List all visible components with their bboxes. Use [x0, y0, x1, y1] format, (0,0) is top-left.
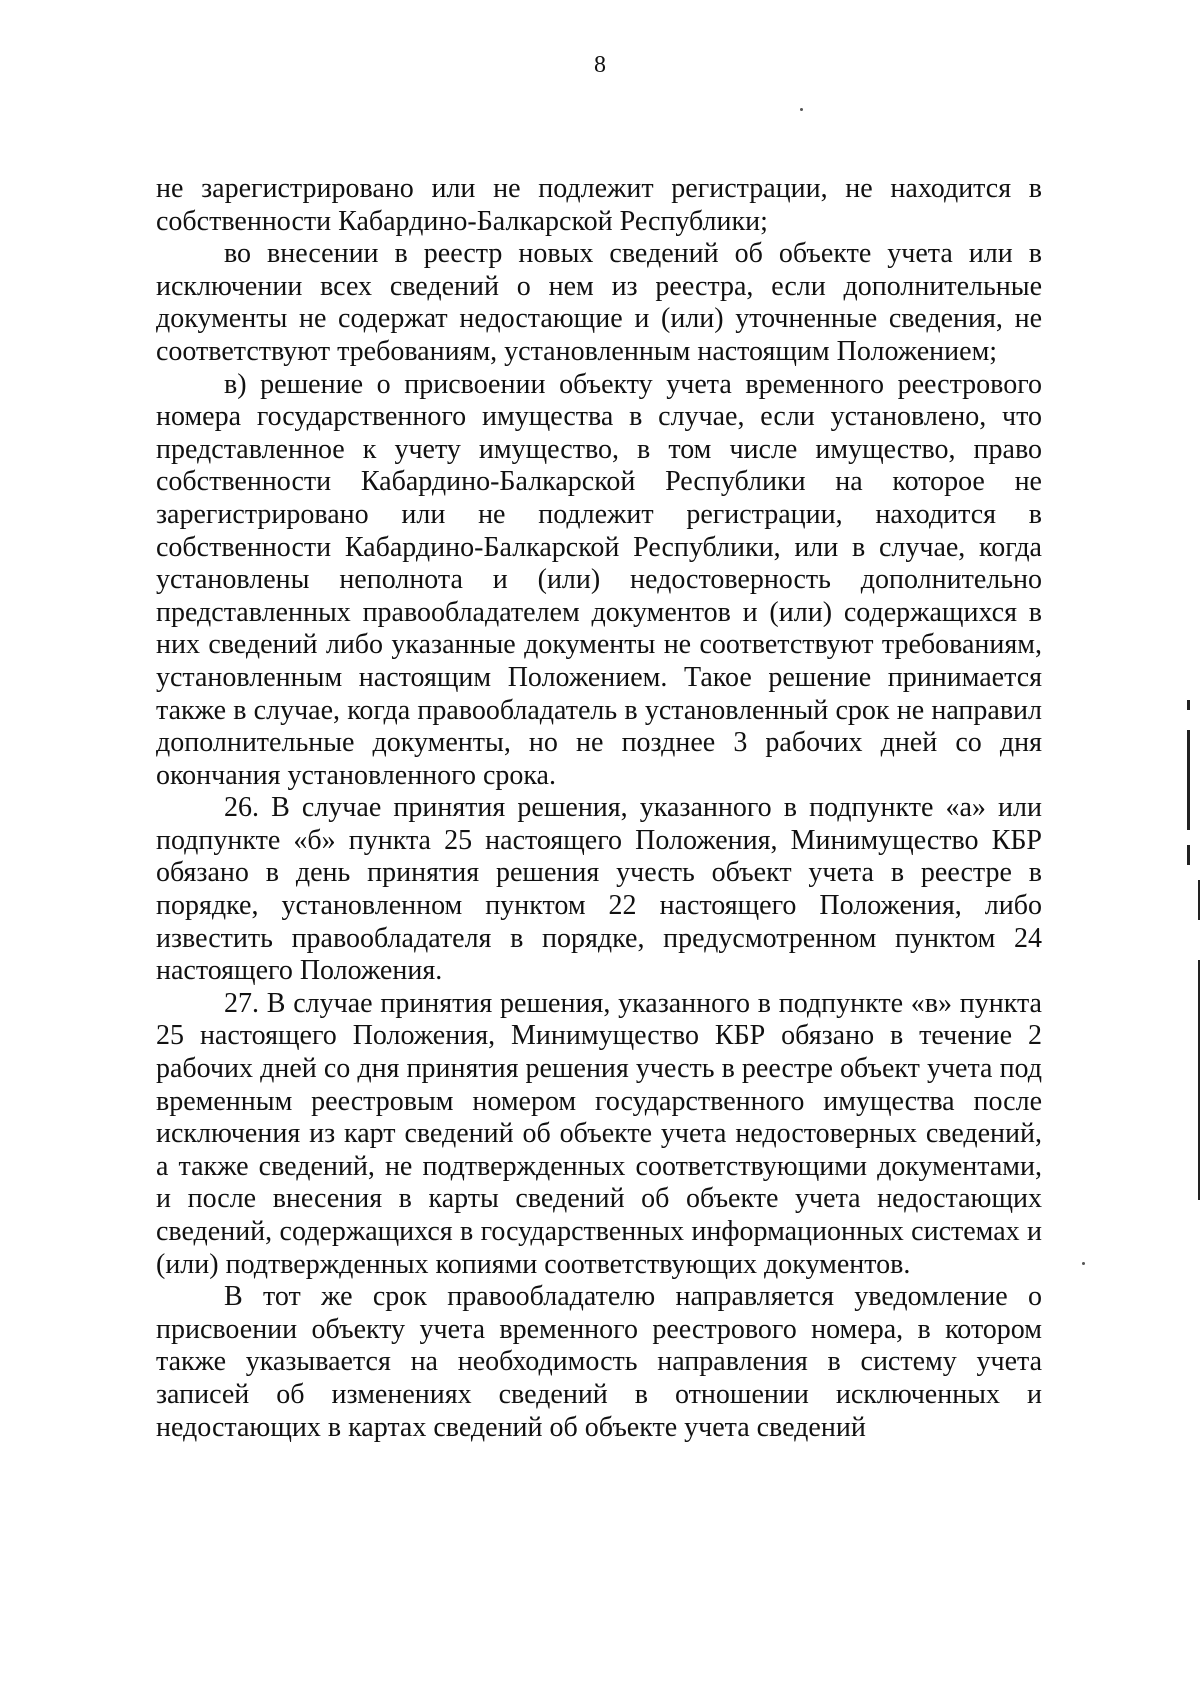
scan-artifact-dot: [800, 108, 803, 111]
paragraph-registry-entry: во внесении в реестр новых сведений об объекте учета или в исключении всех сведений о нем из реестра, если дополнительные документы не содержат недостающие и (или) уточненные сведения, не соответствуют требованиям, установленным настоящим Положением;: [156, 238, 1042, 367]
paragraph-26: 26. В случае принятия решения, указанного в подпункте «а» или подпункте «б» пункта 25 настоящего Положения, Минимущество КБР обязано в день принятия решения учесть объект учета в реестре в порядке, установленном пунктом 22 настоящего Положения, либо известить правообладателя в порядке, предусмотренном пунктом 24 настоящего Положения.: [156, 792, 1042, 987]
document-body: [156, 173, 1042, 1444]
scan-artifact-mark: [1187, 730, 1190, 830]
paragraph-27: 27. В случае принятия решения, указанного в подпункте «в» пункта 25 настоящего Положения, Минимущество КБР обязано в течение 2 рабочих дней со дня принятия решения учесть в реестре объект учета под временным реестровым номером государственного имущества после исключения из карт сведений об объекте учета недостоверных сведений, а также сведений, не подтвержденных соответствующими документами, и после внесения в карты сведений об объекте учета недостающих сведений, содержащихся в государственных информационных системах и (или) подтвержденных копиями соответствующих документов.: [156, 987, 1042, 1280]
scan-artifact-mark: [1187, 700, 1190, 710]
paragraph-notification: В тот же срок правообладателю направляется уведомление о присвоении объекту учета временного реестрового номера, в котором также указывается на необходимость направления в систему учета записей об изменениях сведений в отношении исключенных и недостающих в картах сведений об объекте учета сведений: [156, 1281, 1042, 1443]
page-number: 8: [594, 52, 606, 78]
paragraph-subpoint-v: в) решение о присвоении объекту учета временного реестрового номера государственного имущества в случае, если установлено, что представленное к учету имущество, в том числе имущество, право собственности Кабардино-Балкарской Республики на которое не зарегистрировано или не подлежит регистрации, находится в собственности Кабардино-Балкарской Республики, или в случае, когда установлены неполнота и (или) недостоверность дополнительно представленных правообладателем документов и (или) содержащихся в них сведений либо указанные документы не соответствуют требованиям, установленным настоящим Положением. Такое решение принимается также в случае, когда правообладатель в установленный срок не направил дополнительные документы, но не позднее 3 рабочих дней со дня окончания установленного срока.: [156, 368, 1042, 791]
scan-artifact-dot: [1082, 1262, 1085, 1265]
scan-artifact-mark: [1187, 845, 1190, 865]
paragraph-continuation: не зарегистрировано или не подлежит регистрации, не находится в собственности Кабардино-Балкарской Республики;: [156, 173, 1042, 237]
